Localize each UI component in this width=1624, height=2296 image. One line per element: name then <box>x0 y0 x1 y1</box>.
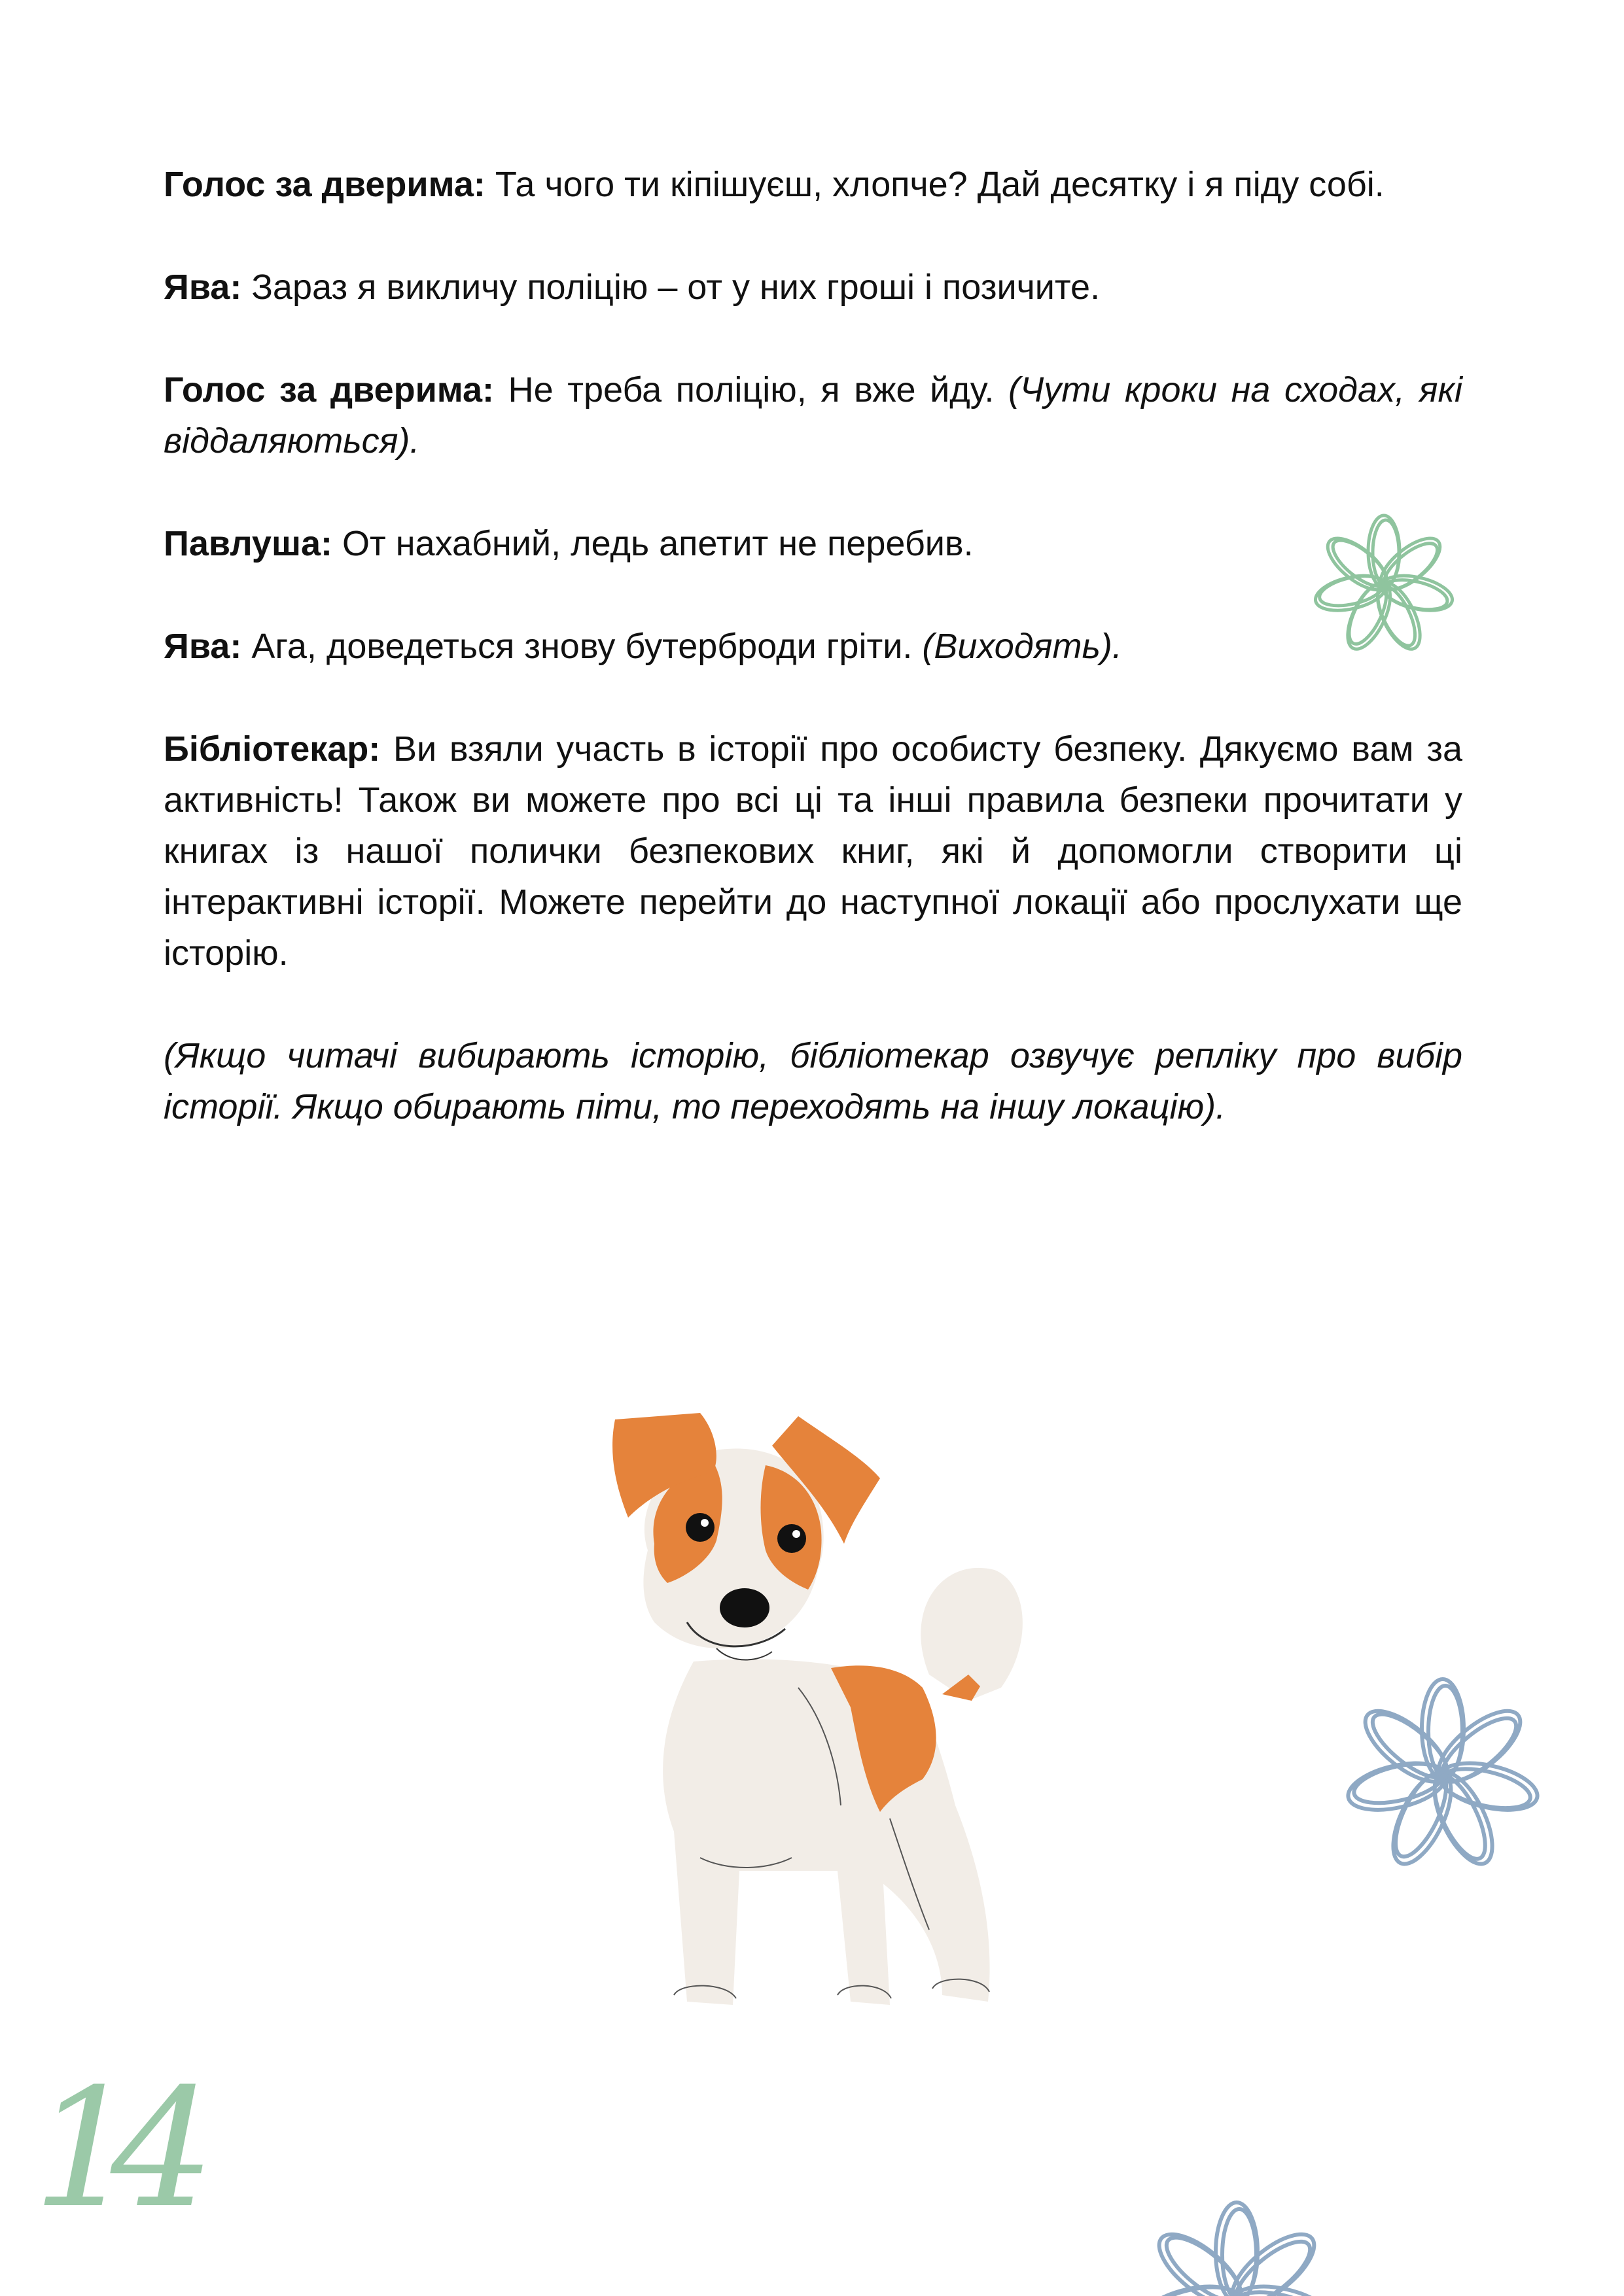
page-number-logo <box>33 2053 242 2244</box>
speaker-name: Голос за дверима: <box>164 165 485 204</box>
speaker-name: Ява: <box>164 627 242 666</box>
stage-direction: (Чути кроки на сходах, які віддаляються). <box>164 370 1463 461</box>
dialogue-text: Ви взяли участь в історії про особисту безпеку. Дякуємо вам за активність! Також ви можете про всі ці та інші правила безпеки прочитати у книгах із нашої полички безпекових книг, які й допомогли створити ці інтерактивні історії. Можете перейти до наступної локації або прослухати ще історію. <box>164 729 1462 973</box>
blue-flower-icon <box>1135 2185 1338 2296</box>
dialogue-paragraph <box>164 621 1462 672</box>
page-number: 14 <box>33 2053 189 2244</box>
green-flower-icon <box>1302 504 1466 667</box>
dialogue-text: Та чого ти кіпішуєш, хлопче? Дай десятку і я піду собі. <box>485 165 1385 204</box>
dialogue-text: Зараз я викличу поліцію – от у них гроші і позичите. <box>241 268 1101 307</box>
dog-illustration <box>576 1413 1047 2041</box>
dialogue-text: От нахабний, ледь апетит не перебив. <box>332 524 974 563</box>
speaker-name: Павлуша: <box>164 524 332 563</box>
dialogue-text: Не треба поліцію, я вже йду. <box>494 370 1008 409</box>
dialogue-paragraph <box>164 364 1462 466</box>
dialogue-paragraph <box>164 262 1462 313</box>
speaker-name: Голос за дверима: <box>164 370 495 409</box>
stage-direction-paragraph <box>164 1030 1462 1132</box>
dialogue-paragraph <box>164 723 1462 979</box>
speaker-name: Ява: <box>164 268 242 307</box>
stage-direction: (Виходять). <box>922 627 1122 666</box>
dialogue-paragraph <box>164 159 1462 210</box>
blue-flower-icon <box>1335 1668 1551 1884</box>
speaker-name: Бібліотекар: <box>164 729 381 769</box>
stage-direction: (Якщо читачі вибирають історію, бібліотекар озвучує репліку про вибір історії. Якщо обирають піти, то переходять на іншу локацію). <box>164 1036 1462 1126</box>
dialogue-text: Ага, доведеться знову бутерброди гріти. <box>241 627 923 666</box>
text-block <box>164 159 1462 1184</box>
dialogue-paragraph <box>164 518 1462 569</box>
